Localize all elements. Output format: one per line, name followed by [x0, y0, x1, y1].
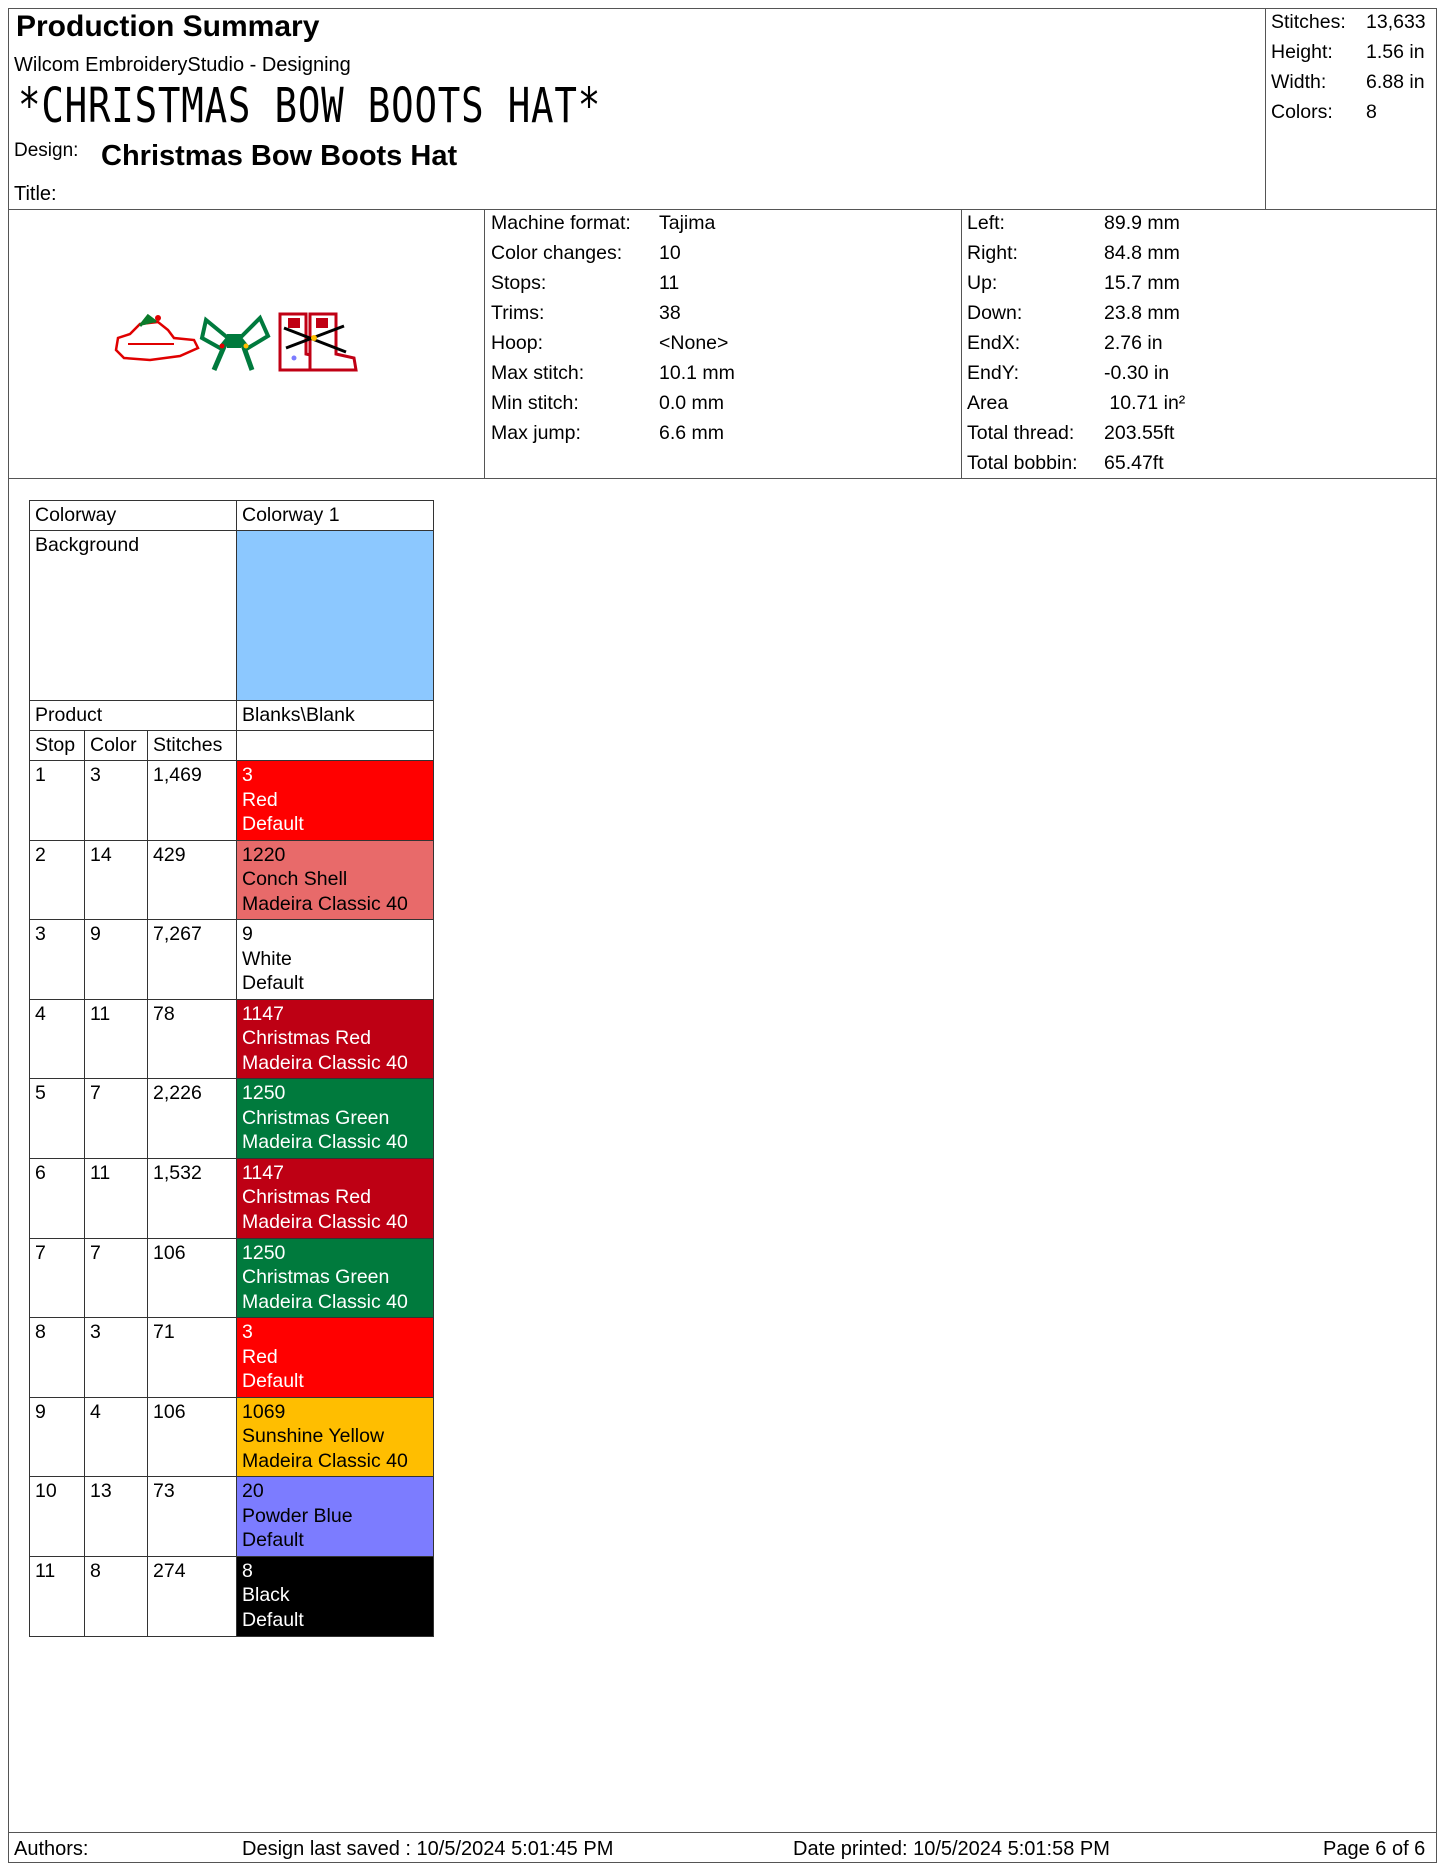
stop-stitches: 106	[148, 1397, 237, 1477]
thread-name: Sunshine Yellow	[242, 1425, 385, 1448]
background-row	[30, 531, 434, 701]
stop-stop: 6	[30, 1158, 85, 1238]
stop-stop: 9	[30, 1397, 85, 1477]
summary-value: 1.56 in	[1366, 41, 1425, 63]
stop-stop: 4	[30, 999, 85, 1079]
stop-row	[30, 1318, 434, 1398]
footer-printed: Date printed: 10/5/2024 5:01:58 PM	[793, 1838, 1110, 1860]
colorway-table	[29, 500, 434, 1637]
machine-value: 10	[659, 242, 681, 264]
design-banner: *CHRISTMAS BOW BOOTS HAT*	[18, 78, 602, 134]
thread-code: 1069	[242, 1400, 286, 1423]
thread-chart: Madeira Classic 40	[242, 1210, 408, 1233]
thread-name: Powder Blue	[242, 1504, 353, 1527]
thread-swatch	[237, 1158, 434, 1238]
stop-row	[30, 840, 434, 920]
info-divider	[8, 478, 1437, 479]
footer-page: Page 6 of 6	[1323, 1838, 1426, 1860]
thread-code: 1250	[242, 1241, 286, 1264]
extents-label: Total bobbin:	[967, 452, 1078, 474]
thread-code: 8	[242, 1559, 253, 1582]
stop-row	[30, 1158, 434, 1238]
footer-saved: Design last saved : 10/5/2024 5:01:45 PM	[242, 1838, 614, 1860]
product-label: Product	[30, 701, 237, 731]
stop-row	[30, 1556, 434, 1636]
hat-motif	[116, 315, 198, 360]
machine-value: 11	[659, 272, 680, 294]
report-title: Production Summary	[16, 10, 320, 43]
stop-color: 11	[85, 999, 148, 1079]
thread-code: 1250	[242, 1082, 286, 1105]
machine-label: Stops:	[491, 272, 547, 294]
stop-color: 3	[85, 761, 148, 841]
thread-code: 1220	[242, 843, 286, 866]
design-label: Design:	[14, 140, 79, 161]
stop-color: 7	[85, 1079, 148, 1159]
thread-name: Black	[242, 1584, 290, 1607]
stop-color: 4	[85, 1397, 148, 1477]
machine-value: Tajima	[659, 212, 716, 234]
summary-value: 6.88 in	[1366, 71, 1425, 93]
machine-label: Color changes:	[491, 242, 623, 264]
boots-motif	[280, 314, 356, 370]
thread-swatch	[237, 1079, 434, 1159]
thread-swatch	[237, 1238, 434, 1318]
thread-swatch	[237, 1477, 434, 1557]
stop-stop: 5	[30, 1079, 85, 1159]
stop-stop: 10	[30, 1477, 85, 1557]
thread-chart: Default	[242, 972, 304, 995]
thread-swatch	[237, 761, 434, 841]
stop-stitches: 1,532	[148, 1158, 237, 1238]
thread-name: Conch Shell	[242, 868, 348, 891]
col-stitches-header: Stitches	[148, 731, 237, 761]
summary-label: Height:	[1271, 41, 1333, 63]
stop-color: 7	[85, 1238, 148, 1318]
thread-code: 9	[242, 923, 253, 946]
stop-row	[30, 1477, 434, 1557]
thread-code: 3	[242, 764, 253, 786]
thread-name: Christmas Green	[242, 1266, 390, 1289]
thread-code: 20	[242, 1480, 264, 1503]
extents-value: 84.8 mm	[1104, 242, 1180, 264]
thread-chart: Madeira Classic 40	[242, 1051, 408, 1074]
machine-value: <None>	[659, 332, 729, 354]
summary-value: 8	[1366, 101, 1377, 123]
extents-label: Area	[967, 392, 1009, 414]
stops-header-row	[30, 731, 434, 761]
stop-stop: 1	[30, 761, 85, 841]
thread-name: Red	[242, 1345, 278, 1368]
extents-value: 2.76 in	[1104, 332, 1163, 354]
extents-label: EndY:	[967, 362, 1020, 384]
extents-value: 89.9 mm	[1104, 212, 1180, 234]
summary-label: Stitches:	[1271, 11, 1346, 33]
header-divider	[8, 209, 1437, 210]
stop-stitches: 78	[148, 999, 237, 1079]
thread-name: Christmas Green	[242, 1106, 390, 1129]
stop-row	[30, 920, 434, 1000]
stop-row	[30, 761, 434, 841]
extents-value: 23.8 mm	[1104, 302, 1180, 324]
thread-name: White	[242, 947, 292, 970]
stop-stitches: 7,267	[148, 920, 237, 1000]
product-value: Blanks\Blank	[237, 701, 434, 731]
machine-value: 0.0 mm	[659, 392, 725, 414]
extents-divider	[961, 209, 962, 479]
summary-divider	[1265, 8, 1266, 210]
extents-label: Left:	[967, 212, 1005, 234]
extents-label: EndX:	[967, 332, 1021, 354]
machine-label: Max jump:	[491, 422, 581, 444]
extents-value: 65.47ft	[1104, 452, 1164, 474]
col-thread-header	[237, 731, 434, 761]
stop-stop: 3	[30, 920, 85, 1000]
thread-chart: Default	[242, 813, 304, 835]
colorway-row	[30, 501, 434, 531]
stop-color: 8	[85, 1556, 148, 1636]
machine-divider	[484, 209, 485, 479]
colorway-label: Colorway	[30, 501, 237, 531]
thread-swatch	[237, 1397, 434, 1477]
col-stop-header: Stop	[30, 731, 85, 761]
extents-label: Right:	[967, 242, 1018, 264]
thread-swatch	[237, 999, 434, 1079]
machine-label: Max stitch:	[491, 362, 585, 384]
extents-value: 15.7 mm	[1104, 272, 1180, 294]
thread-swatch	[237, 1556, 434, 1636]
thread-code: 3	[242, 1321, 253, 1344]
machine-value: 38	[659, 302, 681, 324]
footer-divider	[8, 1832, 1437, 1833]
background-label: Background	[30, 531, 237, 701]
thread-name: Christmas Red	[242, 1027, 371, 1050]
stop-stop: 11	[30, 1556, 85, 1636]
stop-stitches: 274	[148, 1556, 237, 1636]
stop-color: 13	[85, 1477, 148, 1557]
summary-value: 13,633	[1366, 11, 1426, 33]
thread-swatch	[237, 840, 434, 920]
software-name: Wilcom EmbroideryStudio - Designing	[14, 54, 351, 76]
thread-name: Red	[242, 788, 278, 811]
thread-swatch	[237, 1318, 434, 1398]
footer-authors: Authors:	[14, 1838, 89, 1860]
stop-row	[30, 1079, 434, 1159]
machine-value: 10.1 mm	[659, 362, 735, 384]
stop-stop: 8	[30, 1318, 85, 1398]
summary-label: Width:	[1271, 71, 1327, 93]
machine-label: Machine format:	[491, 212, 631, 234]
extents-label: Up:	[967, 272, 998, 294]
col-color-header: Color	[85, 731, 148, 761]
stop-row	[30, 1397, 434, 1477]
colorway-value: Colorway 1	[237, 501, 434, 531]
thread-chart: Default	[242, 1608, 304, 1631]
extents-label: Down:	[967, 302, 1023, 324]
machine-label: Hoop:	[491, 332, 544, 354]
stop-stop: 2	[30, 840, 85, 920]
machine-value: 6.6 mm	[659, 422, 725, 444]
stop-stitches: 73	[148, 1477, 237, 1557]
thread-chart: Madeira Classic 40	[242, 1290, 408, 1313]
stop-color: 9	[85, 920, 148, 1000]
thread-chart: Madeira Classic 40	[242, 1449, 408, 1472]
extents-label: Total thread:	[967, 422, 1075, 444]
stop-stop: 7	[30, 1238, 85, 1318]
extents-value: 10.71 in²	[1104, 392, 1186, 414]
bow-motif	[202, 318, 268, 370]
thread-swatch	[237, 920, 434, 1000]
thread-code: 1147	[242, 1161, 284, 1184]
thread-chart: Default	[242, 1370, 304, 1393]
design-name: Christmas Bow Boots Hat	[101, 140, 458, 172]
machine-label: Min stitch:	[491, 392, 579, 414]
extents-value: -0.30 in	[1104, 362, 1170, 384]
thread-chart: Madeira Classic 40	[242, 892, 408, 915]
product-row	[30, 701, 434, 731]
extents-value: 203.55ft	[1104, 422, 1175, 444]
stop-stitches: 2,226	[148, 1079, 237, 1159]
design-preview	[110, 308, 390, 378]
title-label: Title:	[14, 183, 57, 205]
thread-code: 1147	[242, 1002, 284, 1025]
stop-row	[30, 999, 434, 1079]
thread-chart: Madeira Classic 40	[242, 1131, 408, 1154]
stop-stitches: 429	[148, 840, 237, 920]
machine-label: Trims:	[491, 302, 545, 324]
background-swatch	[237, 531, 434, 701]
stop-row	[30, 1238, 434, 1318]
summary-label: Colors:	[1271, 101, 1333, 123]
stop-stitches: 71	[148, 1318, 237, 1398]
thread-chart: Default	[242, 1529, 304, 1552]
stop-stitches: 106	[148, 1238, 237, 1318]
stop-stitches: 1,469	[148, 761, 237, 841]
thread-name: Christmas Red	[242, 1186, 371, 1209]
stop-color: 14	[85, 840, 148, 920]
stop-color: 11	[85, 1158, 148, 1238]
stop-color: 3	[85, 1318, 148, 1398]
